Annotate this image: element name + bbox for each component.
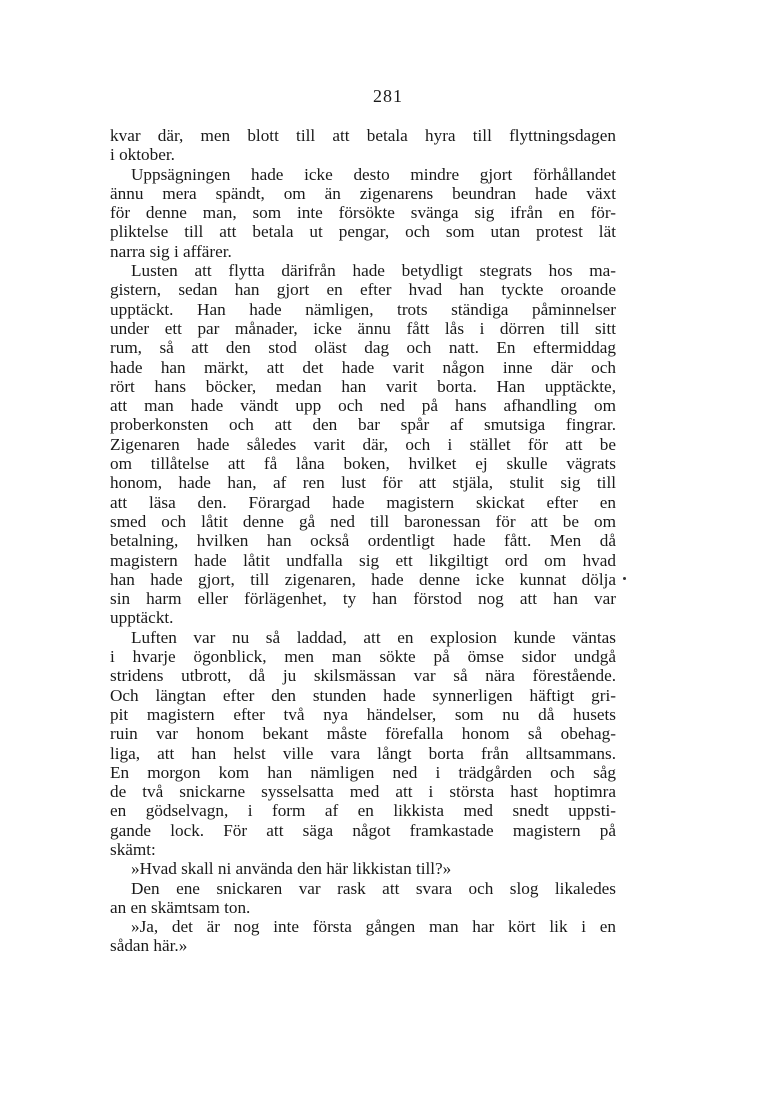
text-line: sin harm eller förlägenhet, ty han förstod nog att han var <box>110 589 616 609</box>
text-line: Uppsägningen hade icke desto mindre gjort förhållandet <box>131 164 616 184</box>
page-number: 281 <box>373 86 403 106</box>
text-line: Lusten att flytta därifrån hade betydligt stegrats hos ma- <box>131 261 616 281</box>
text-line: han hade gjort, till zigenaren, hade denne icke kunnat dölja <box>110 569 616 589</box>
text-line: honom, hade han, af ren lust för att stjäla, stulit sig till <box>110 473 616 493</box>
text-line: upptäckt. Han hade nämligen, trots ständiga påminnelser <box>110 299 616 319</box>
text-line: rört hans böcker, medan han varit borta. Han upptäckte, <box>110 376 616 396</box>
text-line: Och längtan efter den stunden hade synnerligen häftigt gri- <box>110 685 616 705</box>
print-speck <box>623 577 626 580</box>
text-line: ännu mera spändt, om än zigenarens beundran hade växt <box>110 183 616 203</box>
text-line: att läsa den. Förargad hade magistern skickat efter en <box>110 492 616 512</box>
text-line: att man hade vändt upp och ned på hans afhandling om <box>110 396 616 416</box>
text-line: skämt: <box>110 839 156 859</box>
text-line: gande lock. För att säga något framkastade magistern på <box>110 820 616 840</box>
text-line: gistern, sedan han gjort en efter hvad han tyckte oroande <box>110 280 616 300</box>
text-line: smed och låtit denne gå ned till baronessan för att be om <box>110 511 616 531</box>
text-line: under ett par månader, icke ännu fått lås i dörren till sitt <box>110 318 616 338</box>
text-line: pliktelse till att betala ut pengar, och som utan protest lät <box>110 222 616 242</box>
text-line: stridens utbrott, då ju skilsmässan var så nära förestående. <box>110 666 616 686</box>
text-line: kvar där, men blott till att betala hyra till flyttningsdagen <box>110 126 616 145</box>
text-line: en gödselvagn, i form af en likkista med snedt uppsti- <box>110 801 616 821</box>
text-line: betalning, hvilken han också ordentligt hade fått. Men då <box>110 531 616 551</box>
text-line: Zigenaren hade således varit där, och i stället för att be <box>110 434 616 454</box>
text-line: ruin var honom bekant måste förefalla honom så obehag- <box>110 724 616 744</box>
text-line: pit magistern efter två nya händelser, som nu då husets <box>110 704 616 724</box>
text-line: om tillåtelse att få låna boken, hvilket ej skulle vägrats <box>110 454 616 474</box>
text-line: sådan här.» <box>110 936 188 956</box>
text-line: an en skämtsam ton. <box>110 897 251 917</box>
text-line: »Hvad skall ni använda den här likkistan till?» <box>131 859 452 879</box>
text-line: rum, så att den stod oläst dag och natt. En eftermiddag <box>110 338 616 358</box>
text-line: för denne man, som inte försökte svänga sig ifrån en för- <box>110 203 616 223</box>
text-line: proberkonsten och att den bar spår af smutsiga fingrar. <box>110 415 616 435</box>
text-line: de två snickarne sysselsatta med att i största hast hoptimra <box>110 782 616 802</box>
text-line: Luften var nu så laddad, att en explosion kunde väntas <box>131 627 616 647</box>
text-line: i hvarje ögonblick, men man sökte på ömse sidor undgå <box>110 647 616 667</box>
text-line: En morgon kom han nämligen ned i trädgården och såg <box>110 762 616 782</box>
text-line: narra sig i affärer. <box>110 241 232 261</box>
body-text <box>110 126 616 956</box>
text-line: magistern hade låtit undfalla sig ett likgiltigt ord om hvad <box>110 550 616 570</box>
text-line: Den ene snickaren var rask att svara och slog likaledes <box>131 878 616 898</box>
text-line: i oktober. <box>110 145 175 165</box>
text-line: liga, att han helst ville vara långt borta från alltsammans. <box>110 743 616 763</box>
text-line: upptäckt. <box>110 608 174 628</box>
text-line: »Ja, det är nog inte första gången man har kört lik i en <box>131 917 616 937</box>
text-line: hade han märkt, att det hade varit någon inne där och <box>110 357 616 377</box>
